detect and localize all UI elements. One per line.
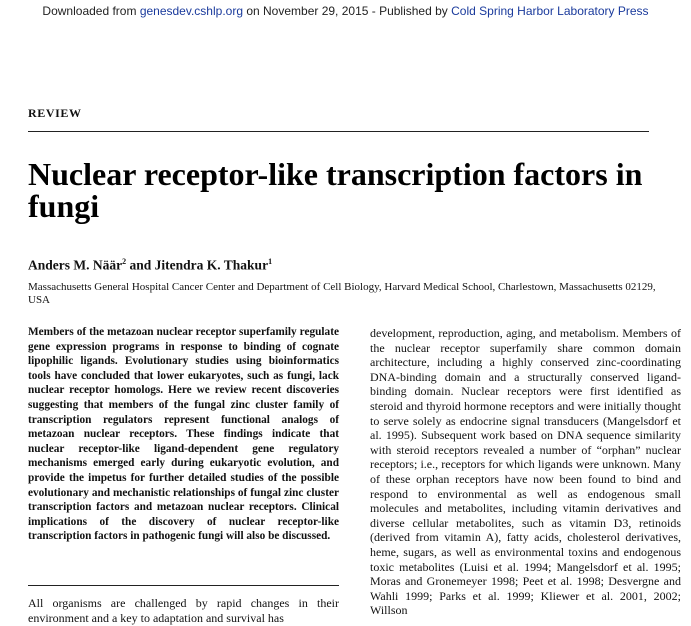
body-text-column-left: All organisms are challenged by rapid changes in their environment and a key to adaptation and survival has [28, 596, 339, 625]
abstract-divider [28, 585, 339, 586]
author-affiliation-mark: 1 [268, 257, 273, 266]
banner-prefix: Downloaded from [42, 4, 140, 18]
journal-site-link[interactable]: genesdev.cshlp.org [139, 4, 243, 18]
download-banner [0, 4, 691, 18]
affiliation: Massachusetts General Hospital Cancer Center and Department of Cell Biology, Harvard Medical School, Charlestown, Massachusetts 02129, USA [28, 281, 656, 306]
author-name: Jitendra K. Thakur [154, 257, 269, 273]
header-rule [28, 131, 649, 132]
author-line [28, 257, 272, 274]
author-affiliation-mark: 2 [122, 257, 127, 266]
section-label: REVIEW [28, 106, 82, 120]
author-connector: and [126, 257, 155, 273]
body-text-column-right: development, reproduction, aging, and metabolism. Members of the nuclear receptor superfamily share common domain architecture, including a highly conserved zinc-coordinating DNA-binding domain and a structurally conserved ligand-binding domain. Nuclear receptors were first identified as steroid and thyroid hormone receptors and were initially thought to serve solely as endocrine signal transducers (Mangelsdorf et al. 1995). Subsequent work based on DNA sequence similarity with steroid receptors revealed a number of “orphan” nuclear receptors; i.e., receptors for which ligands were unknown. Many of these orphan receptors have now been found to bind and respond to environmental as well as endogenous small molecules and metabolites, including vitamin derivatives and diverse cellular metabolites, such as vitamin D3, retinoids (derived from vitamin A), fatty acids, cholesterol derivatives, heme, sugars, as well as environmental toxins and endogenous toxic metabolites (Luisi et al. 1994; Mangelsdorf et al. 1995; Moras and Gronemeyer 1998; Peet et al. 1998; Desvergne and Wahli 1999; Parks et al. 1999; Kliewer et al. 2001, 2002; Willson [370, 326, 681, 618]
article-title: Nuclear receptor-like transcription factors in fungi [28, 156, 643, 224]
author-name: Anders M. Näär [28, 257, 123, 273]
abstract: Members of the metazoan nuclear receptor superfamily regulate gene expression programs in response to binding of cognate lipophilic ligands. Evolutionary studies using bioinformatics tools have concluded that lower eukaryotes, such as fungi, lack nuclear receptor homologs. Here we review recent discoveries suggesting that members of the fungal zinc cluster family of transcription regulators represent functional analogs of metazoan nuclear receptors. These findings indicate that nuclear receptor-like ligand-dependent gene regulatory mechanisms emerged early during eukaryotic evolution, and provide the impetus for further detailed studies of the possible evolutionary and mechanistic relationships of fungal zinc cluster transcription factors and metazoan nuclear receptors. Clinical implications of the discovery of nuclear receptor-like transcription factors in pathogenic fungi will also be discussed. [28, 326, 339, 543]
publisher-link[interactable]: Cold Spring Harbor Laboratory Press [451, 4, 649, 18]
banner-date: on November 29, 2015 - Published by [243, 4, 452, 18]
